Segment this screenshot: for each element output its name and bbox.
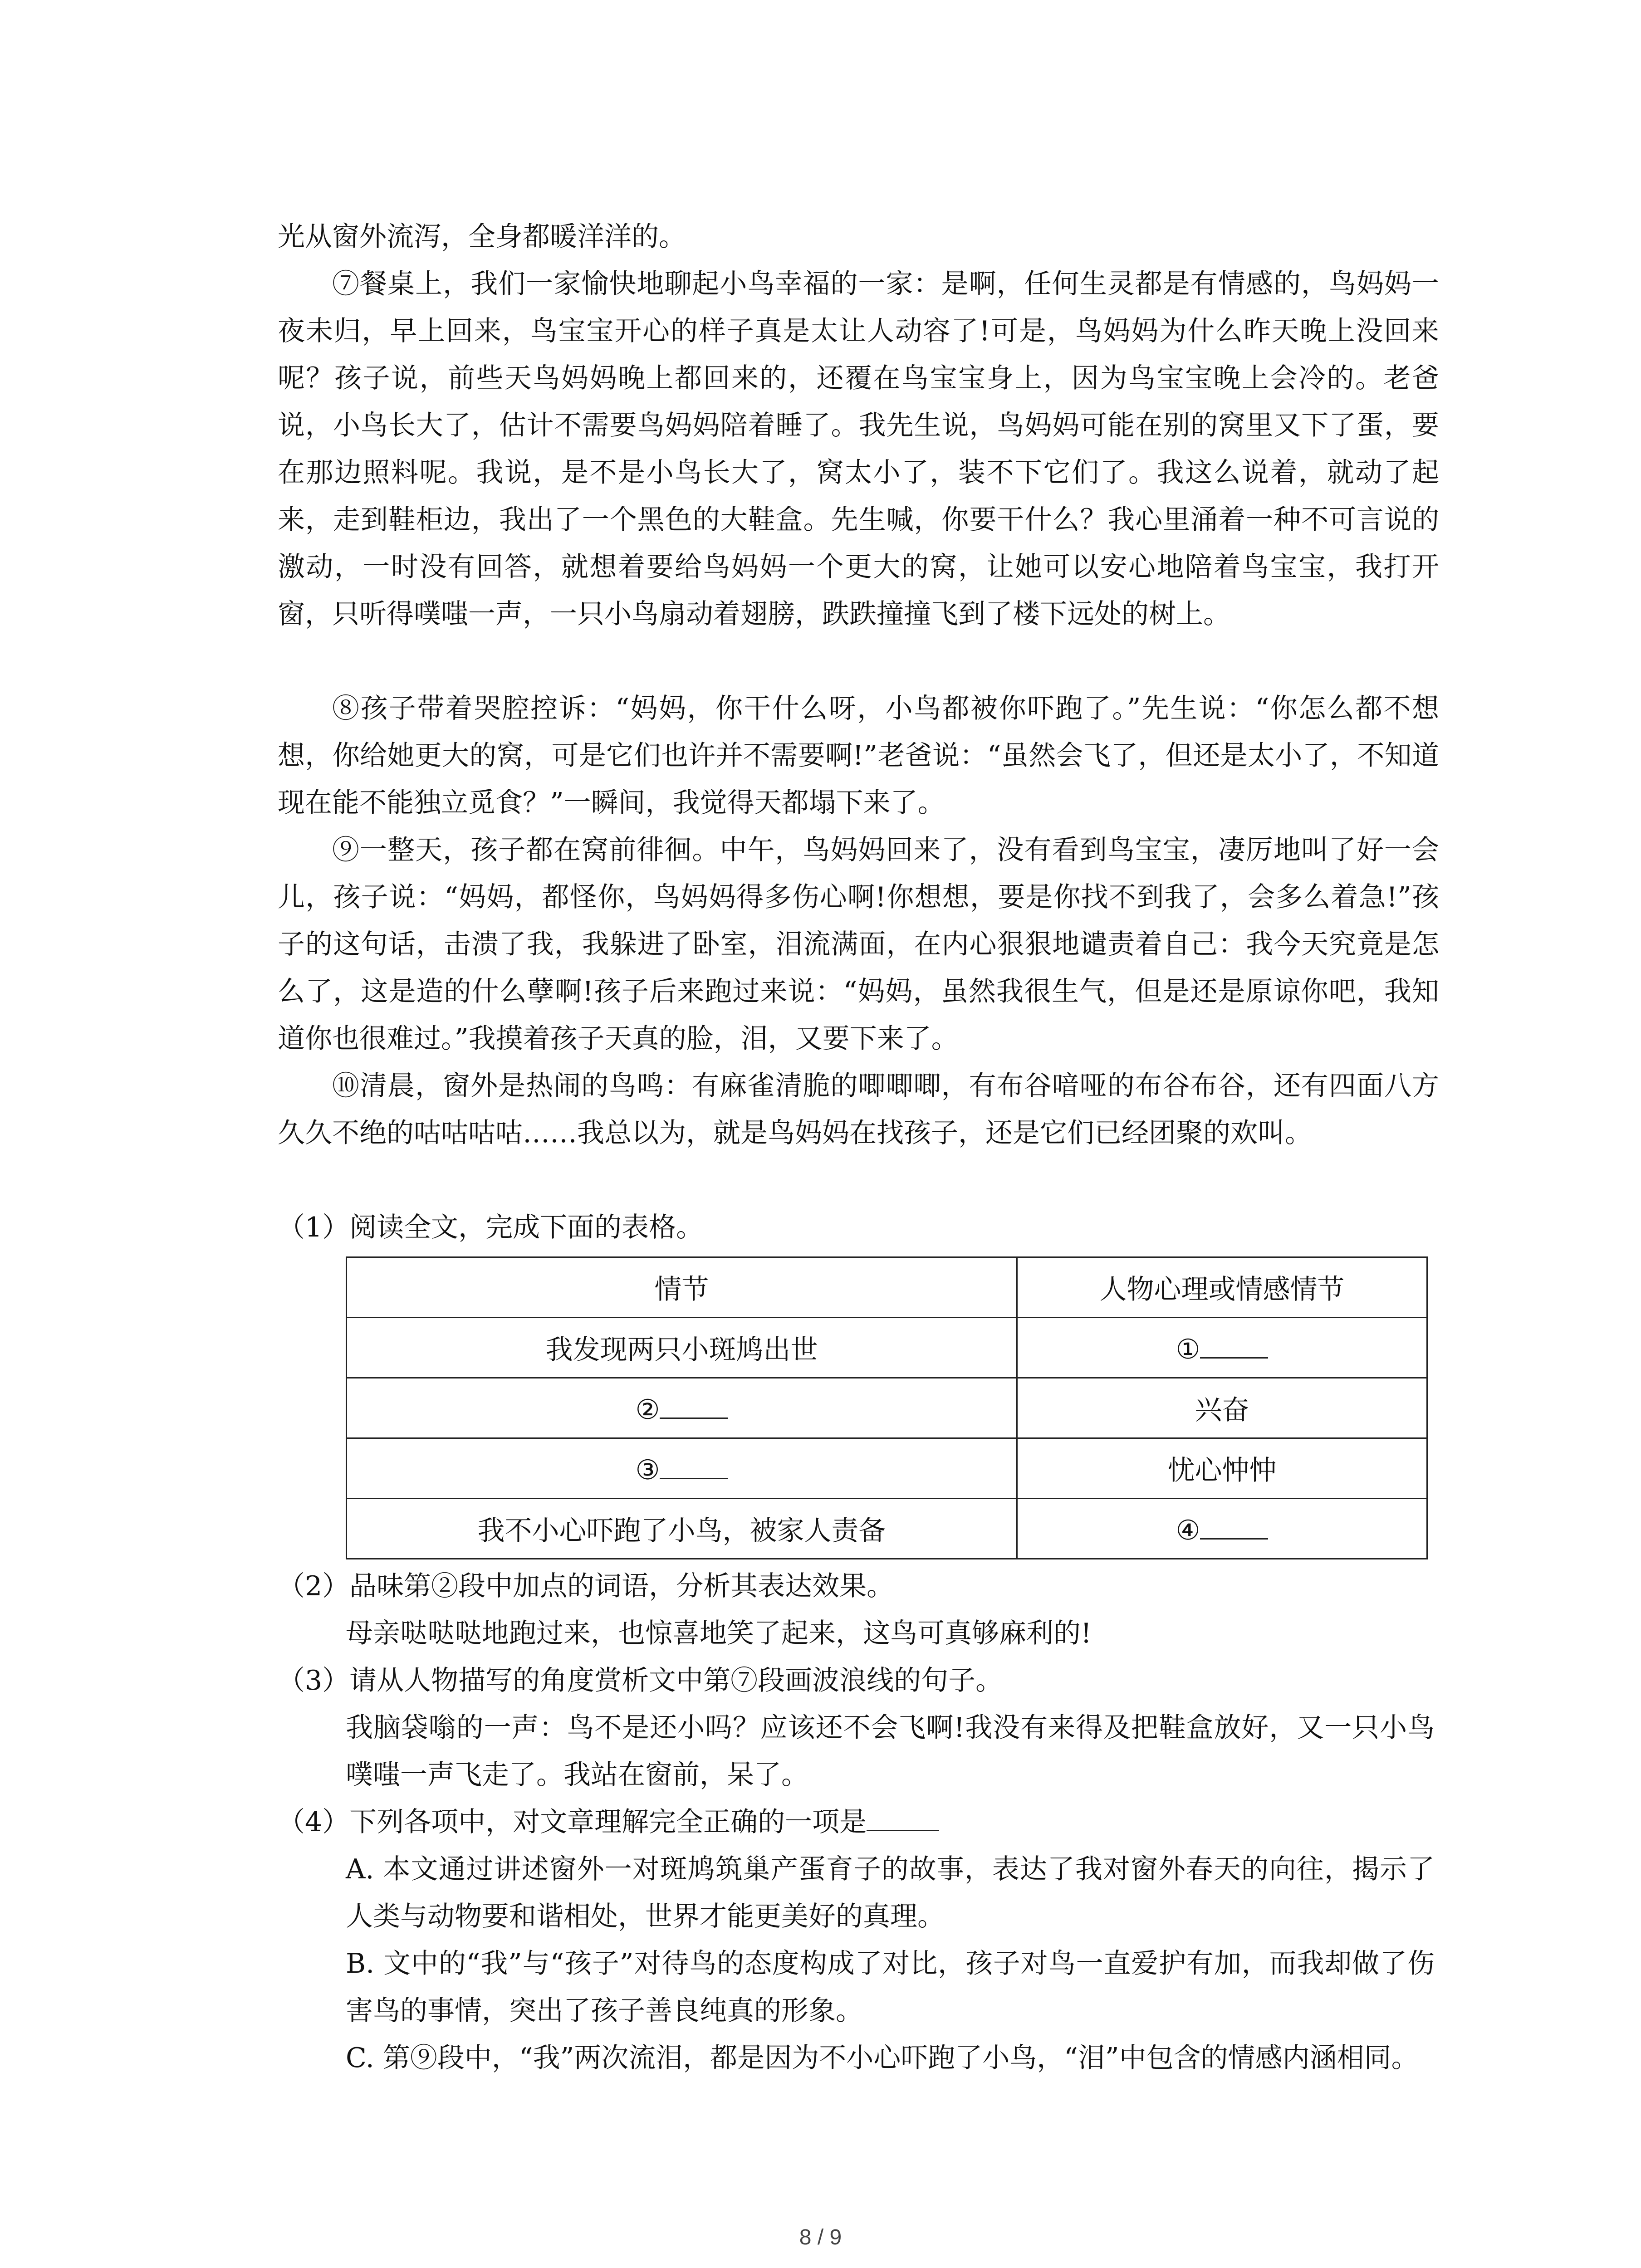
option-b[interactable]: B. 文中的“我”与“孩子”对待鸟的态度构成了对比，孩子对鸟一直爱护有加，而我却做了伤害鸟的事情，突出了孩子善良纯真的形象。	[346, 1948, 1435, 2027]
question-2-quote: 母亲哒哒哒地跑过来，也惊喜地笑了起来，这鸟可真够麻利的!	[346, 1618, 1092, 1649]
question-2-stem: （2）品味第②段中加点的词语，分析其表达效果。	[278, 1570, 894, 1602]
option-a[interactable]: A. 本文通过讲述窗外一对斑鸠筑巢产蛋育子的故事，表达了我对窗外春天的向往，揭示了人类与动物要和谐相处，世界才能更美好的真理。	[346, 1853, 1435, 1932]
plot-table	[346, 1256, 1428, 1559]
table-cell: 兴奋	[1017, 1378, 1427, 1438]
table-row	[347, 1499, 1427, 1559]
paragraph-7: ⑦餐桌上，我们一家愉快地聊起小鸟幸福的一家：是啊，任何生灵都是有情感的，鸟妈妈一夜未归，早上回来，鸟宝宝开心的样子真是太让人动容了!可是，鸟妈妈为什么昨天晚上没回来呢？孩子说，前些天鸟妈妈晚上都回来的，还覆在鸟宝宝身上，因为鸟宝宝晚上会冷的。老爸说，小鸟长大了，估计不需要鸟妈妈陪着睡了。我先生说，鸟妈妈可能在别的窝里又下了蛋，要在那边照料呢。我说，是不是小鸟长大了，窝太小了，装不下它们了。我这么说着，就动了起来，走到鞋柜边，我出了一个黑色的大鞋盒。先生喊，你要干什么？我心里涌着一种不可言说的激动，一时没有回答，就想着要给鸟妈妈一个更大的窝，让她可以安心地陪着鸟宝宝，我打开窗，只听得噗嗤一声，一只小鸟扇动着翅膀，跌跌撞撞飞到了楼下远处的树上。	[278, 268, 1439, 630]
paragraph-continuation: 光从窗外流泻，全身都暖洋洋的。	[278, 221, 686, 253]
question-4-text: （4）下列各项中，对文章理解完全正确的一项是	[278, 1806, 867, 1838]
table-cell-blank	[347, 1438, 1017, 1499]
question-3-quote: 我脑袋嗡的一声：鸟不是还小吗？应该还不会飞啊!我没有来得及把鞋盒放好，又一只小鸟噗嗤一声飞走了。我站在窗前，呆了。	[346, 1712, 1435, 1791]
blank-label: ③	[635, 1454, 660, 1486]
blank-label: ④	[1176, 1515, 1200, 1546]
table-row	[347, 1438, 1427, 1499]
table-cell: 我不小心吓跑了小鸟，被家人责备	[347, 1499, 1017, 1559]
table-cell: 忧心忡忡	[1017, 1438, 1427, 1499]
answer-blank[interactable]	[867, 1803, 939, 1831]
paragraph-8: ⑧孩子带着哭腔控诉：“妈妈，你干什么呀，小鸟都被你吓跑了。”先生说：“你怎么都不想想，你给她更大的窝，可是它们也许并不需要啊!”老爸说：“虽然会飞了，但还是太小了，不知道现在能不能独立觅食？”一瞬间，我觉得天都塌下来了。	[278, 693, 1439, 819]
table-header-emotion: 人物心理或情感情节	[1017, 1257, 1427, 1318]
table-header-plot: 情节	[347, 1257, 1017, 1318]
question-4-stem	[278, 1799, 1439, 1846]
table-cell-blank	[1017, 1318, 1427, 1378]
question-1-stem: （1）阅读全文，完成下面的表格。	[278, 1212, 704, 1243]
paragraph-10: ⑩清晨，窗外是热闹的鸟鸣：有麻雀清脆的唧唧唧，有布谷喑哑的布谷布谷，还有四面八方久久不绝的咕咕咕咕……我总以为，就是鸟妈妈在找孩子，还是它们已经团聚的欢叫。	[278, 1070, 1439, 1149]
answer-blank[interactable]	[660, 1451, 728, 1479]
table-cell: 我发现两只小斑鸠出世	[347, 1318, 1017, 1378]
table-header-row	[347, 1257, 1427, 1318]
paragraph-9: ⑨一整天，孩子都在窝前徘徊。中午，鸟妈妈回来了，没有看到鸟宝宝，凄厉地叫了好一会儿，孩子说：“妈妈，都怪你，鸟妈妈得多伤心啊!你想想，要是你找不到我了，会多么着急!”孩子的这句话，击溃了我，我躲进了卧室，泪流满面，在内心狠狠地谴责着自己：我今天究竟是怎么了，这是造的什么孽啊!孩子后来跑过来说：“妈妈，虽然我很生气，但是还是原谅你吧，我知道你也很难过。”我摸着孩子天真的脸，泪，又要下来了。	[278, 834, 1439, 1055]
blank-label: ①	[1176, 1334, 1200, 1365]
table-cell-blank	[1017, 1499, 1427, 1559]
blank-label: ②	[635, 1394, 660, 1426]
question-3-stem: （3）请从人物描写的角度赏析文中第⑦段画波浪线的句子。	[278, 1665, 1003, 1696]
table-row	[347, 1318, 1427, 1378]
option-c[interactable]: C. 第⑨段中，“我”两次流泪，都是因为不小心吓跑了小鸟，“泪”中包含的情感内涵相同。	[346, 2042, 1419, 2074]
answer-blank[interactable]	[1200, 1511, 1268, 1540]
answer-blank[interactable]	[1200, 1330, 1268, 1359]
table-row	[347, 1378, 1427, 1438]
answer-blank[interactable]	[660, 1390, 728, 1419]
page-number: 8 / 9	[799, 2225, 842, 2249]
table-cell-blank	[347, 1378, 1017, 1438]
